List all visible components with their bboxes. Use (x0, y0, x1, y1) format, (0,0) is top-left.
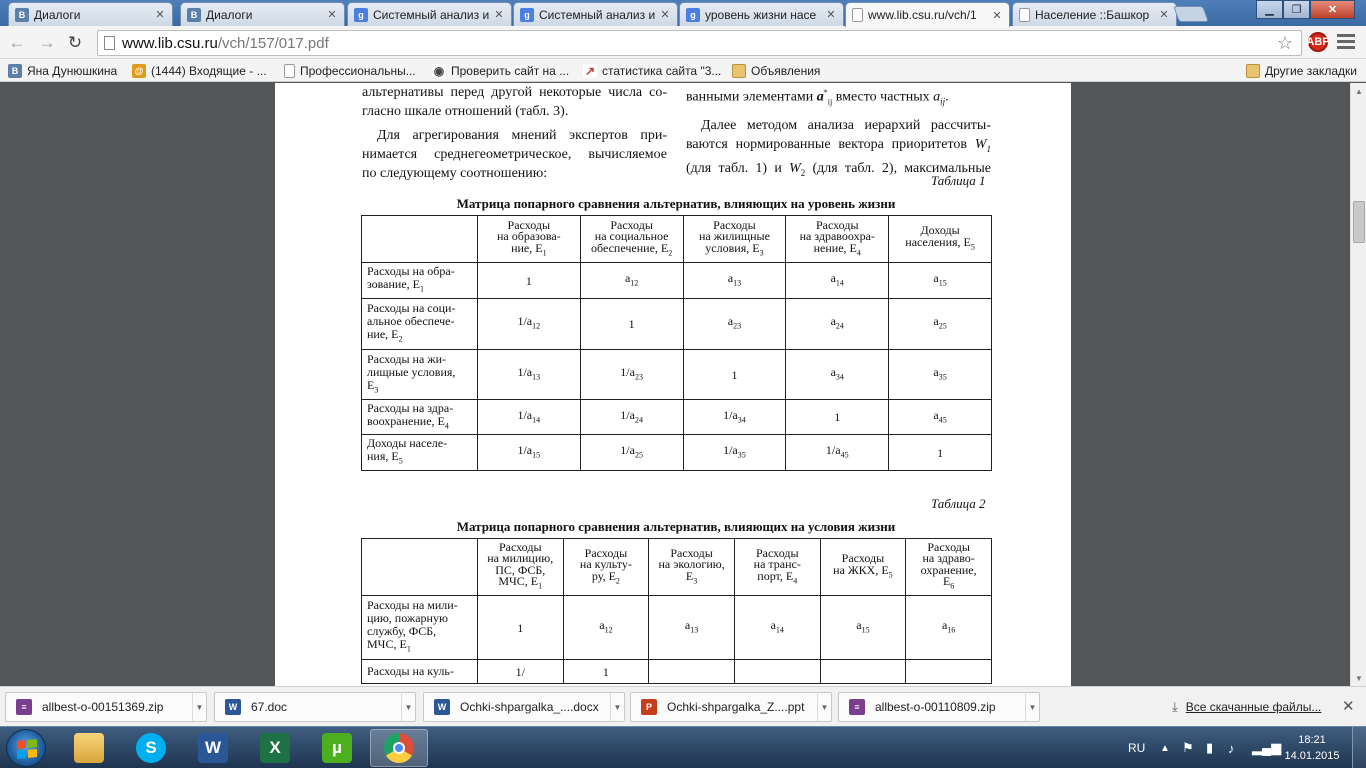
matrix-cell: $1/a_{23}$ (580, 350, 683, 400)
table-row (362, 263, 992, 299)
browser-tab[interactable] (679, 2, 844, 26)
text-line: Далее методом анализа иерархий рассчиты- (701, 118, 991, 134)
column-header: Расходы на здраво- охранение, $Е_6$ (906, 539, 992, 596)
flag-icon[interactable]: ⚑ (1182, 740, 1194, 755)
vertical-scrollbar[interactable] (1350, 83, 1366, 686)
comparison-table-1 (361, 215, 992, 471)
download-item[interactable] (838, 692, 1040, 722)
table-caption: Таблица 2 (931, 496, 986, 511)
row-header: Расходы на куль- (362, 660, 478, 684)
pdf-page (275, 83, 1071, 686)
close-downloads-icon[interactable]: ✕ (1342, 698, 1355, 715)
column-header: Расходы на экологию, $Е_3$ (649, 539, 735, 596)
matrix-cell: $a_{14}$ (786, 263, 889, 299)
matrix-cell: $a_{15}$ (820, 596, 906, 660)
tray-show-hidden-icon[interactable]: ▲ (1160, 742, 1170, 754)
download-menu-icon[interactable]: ▼ (817, 693, 831, 721)
archive-icon: ≡ (16, 699, 32, 715)
bookmark-item[interactable] (583, 62, 721, 79)
text-line: (для табл. 1) и $W_2$ (для табл. 2), максимальные (686, 161, 992, 179)
matrix-cell: $a_{15}$ (889, 263, 992, 299)
matrix-cell: $1/a_{12}$ (477, 299, 580, 350)
page-icon (104, 36, 115, 50)
scroll-down-icon[interactable]: ▼ (1355, 673, 1363, 683)
tab-title: www.lib.csu.ru/vch/1 (868, 8, 977, 22)
table-row (362, 435, 992, 470)
forward-button[interactable]: → (38, 33, 56, 52)
matrix-cell: 1 (477, 263, 580, 299)
taskbar-app-utorrent[interactable] (308, 729, 366, 767)
download-filename: Ochki-shpargalka_Z....ppt (667, 700, 805, 714)
taskbar-app-excel[interactable] (246, 729, 304, 767)
browser-tab[interactable] (180, 2, 345, 26)
bookmark-label: Яна Дунюшкина (27, 63, 118, 78)
google-icon: g (354, 8, 368, 22)
tab-title: Системный анализ и (373, 7, 490, 22)
download-menu-icon[interactable]: ▼ (1025, 693, 1039, 721)
browser-toolbar (0, 26, 1366, 59)
tab-title: Диалоги (206, 7, 253, 22)
taskbar-app-chrome[interactable] (370, 729, 428, 767)
matrix-cell (820, 660, 906, 684)
column-header: Расходы на милицию, ПС, ФСБ, МЧС, $Е_1$ (477, 539, 563, 596)
corner-cell (362, 539, 478, 596)
reload-button[interactable]: ↻ (67, 33, 83, 52)
scrollbar-thumb[interactable] (1353, 201, 1365, 243)
table-title: Матрица попарного сравнения альтернатив, влияющих на условия жизни (456, 519, 896, 534)
matrix-cell: 1 (477, 596, 563, 660)
clock-time: 18:21 (1298, 734, 1326, 746)
bookmark-label: статистика сайта "3... (602, 63, 722, 78)
word-icon: W (434, 699, 450, 715)
matrix-cell: 1 (563, 660, 649, 684)
matrix-cell: $a_{12}$ (580, 263, 683, 299)
download-menu-icon[interactable]: ▼ (610, 693, 624, 721)
bookmark-label: Профессиональны... (300, 63, 416, 78)
tab-close-icon[interactable]: ✕ (992, 9, 1002, 22)
adblock-icon[interactable]: ABP (1308, 32, 1328, 52)
tab-title: уровень жизни насе (705, 7, 817, 22)
folder-icon (732, 64, 746, 78)
column-header: Расходы на образова- ние, $Е_1$ (477, 216, 580, 263)
eye-icon: ◉ (433, 63, 445, 78)
table-row (362, 596, 992, 660)
address-path: /vch/157/017.pdf (217, 34, 329, 52)
left-column (362, 83, 667, 183)
matrix-cell: $a_{35}$ (889, 350, 992, 400)
browser-tab[interactable] (845, 2, 1010, 27)
download-item[interactable] (5, 692, 207, 722)
download-filename: 67.doc (251, 700, 288, 714)
vk-icon: B (8, 64, 22, 78)
skype-icon: S (136, 733, 166, 763)
tab-title: Население ::Башкор (1035, 7, 1150, 22)
matrix-cell: $a_{24}$ (786, 299, 889, 350)
utorrent-icon: µ (322, 733, 352, 763)
column-header: Расходы на жилищные условия, $Е_3$ (683, 216, 786, 263)
page-icon (1019, 8, 1030, 22)
bookmark-item[interactable] (8, 62, 117, 79)
vk-icon: B (15, 8, 29, 22)
excel-icon: X (260, 733, 290, 763)
stats-icon: ↗ (584, 63, 596, 78)
language-indicator[interactable]: RU (1128, 741, 1146, 755)
tab-title: Диалоги (34, 7, 81, 22)
bookmark-label: (1444) Входящие - ... (151, 63, 267, 78)
folder-icon (1246, 64, 1260, 78)
taskbar-app-explorer[interactable] (60, 729, 118, 767)
tab-close-icon[interactable]: ✕ (826, 9, 836, 21)
matrix-cell: $a_{16}$ (906, 596, 992, 660)
minimize-button[interactable]: ▁ (1256, 0, 1283, 19)
download-item[interactable] (423, 692, 625, 722)
table-row (362, 299, 992, 350)
network-icon[interactable]: ▂▄▆ (1252, 740, 1282, 755)
table-caption: Таблица 1 (931, 173, 986, 188)
matrix-cell: $a_{34}$ (786, 350, 889, 400)
bookmark-label: Другие закладки (1265, 63, 1357, 78)
row-header: Расходы на здра- воохранение, $Е_4$ (362, 400, 478, 435)
matrix-cell: $1/a_{24}$ (580, 400, 683, 435)
matrix-cell: $a_{25}$ (889, 299, 992, 350)
matrix-cell: 1 (786, 400, 889, 435)
matrix-cell: 1 (580, 299, 683, 350)
matrix-cell: $1/a_{13}$ (477, 350, 580, 400)
table-title: Матрица попарного сравнения альтернатив, влияющих на уровень жизни (456, 196, 896, 211)
row-header: Расходы на обра- зование, $Е_1$ (362, 263, 478, 299)
bookmark-label: Проверить сайт на ... (451, 63, 570, 78)
back-button[interactable]: ← (8, 33, 26, 52)
matrix-cell: $a_{13}$ (649, 596, 735, 660)
maximize-button[interactable]: ❐ (1283, 0, 1310, 19)
matrix-cell: 1 (683, 350, 786, 400)
folder-icon (74, 733, 104, 763)
download-filename: allbest-o-00151369.zip (42, 700, 164, 714)
start-button[interactable] (6, 729, 46, 767)
download-filename: allbest-o-00110809.zip (875, 700, 996, 714)
table-header-row (362, 539, 992, 596)
matrix-cell: $a_{23}$ (683, 299, 786, 350)
table-header-row (362, 216, 992, 263)
browser-tab[interactable] (513, 2, 678, 26)
text-line: гласно шкале отношений (табл. 3). (362, 104, 569, 119)
show-desktop-button[interactable] (1352, 727, 1366, 768)
row-header: Расходы на жи- лищные условия, $Е_3$ (362, 350, 478, 400)
column-header: Расходы на транс- порт, $Е_4$ (734, 539, 820, 596)
tab-strip (0, 0, 1366, 26)
window-controls (1256, 0, 1355, 19)
new-tab-button[interactable] (1173, 6, 1209, 22)
page-icon (852, 8, 863, 22)
matrix-cell (649, 660, 735, 684)
matrix-cell: $1/a_{45}$ (786, 435, 889, 470)
table-row (362, 660, 992, 684)
taskbar-app-skype[interactable] (122, 729, 180, 767)
all-downloads-label: Все скачанные файлы... (1185, 700, 1322, 714)
matrix-cell: $1/a_{14}$ (477, 400, 580, 435)
clock[interactable] (1282, 732, 1342, 764)
matrix-cell (906, 660, 992, 684)
text-line: нимается среднегеометрическое, вычисляемое (362, 147, 667, 162)
downloads-bar (0, 686, 1366, 726)
vk-icon: B (187, 8, 201, 22)
matrix-cell (734, 660, 820, 684)
bookmark-item[interactable] (132, 62, 267, 79)
matrix-cell: $a_{13}$ (683, 263, 786, 299)
download-filename: Ochki-shpargalka_....docx (460, 700, 599, 714)
text-line: ваются нормированные вектора приоритетов $W_1$ (686, 137, 992, 155)
matrix-cell: $1/a_{25}$ (580, 435, 683, 470)
bookmark-star-icon[interactable]: ☆ (1276, 33, 1293, 53)
download-menu-icon[interactable]: ▼ (401, 693, 415, 721)
text-fragment: (для табл. 1) и (686, 161, 782, 177)
column-header: Расходы на культу- ру, $Е_2$ (563, 539, 649, 596)
address-host: www.lib.csu.ru (122, 34, 218, 52)
battery-icon[interactable]: ▮ (1206, 740, 1214, 755)
text-line: по следующему соотношению: (362, 166, 548, 181)
matrix-cell: $1/a_{35}$ (683, 435, 786, 470)
pdf-viewer (0, 83, 1350, 686)
taskbar-app-word[interactable] (184, 729, 242, 767)
tab-title: Системный анализ и (539, 7, 656, 22)
scroll-up-icon[interactable]: ▲ (1355, 86, 1363, 96)
matrix-cell: $a_{14}$ (734, 596, 820, 660)
close-window-button[interactable]: ✕ (1310, 0, 1355, 19)
text-line: альтернативы перед другой некоторые числа со- (362, 85, 667, 100)
matrix-cell: $a_{45}$ (889, 400, 992, 435)
all-downloads-link[interactable] (1172, 699, 1321, 715)
tab-close-icon[interactable]: ✕ (494, 9, 504, 21)
bookmark-other[interactable] (1246, 62, 1357, 79)
page-icon (284, 64, 295, 78)
matrix-cell: 1 (889, 435, 992, 470)
right-column (686, 83, 991, 183)
menu-icon[interactable] (1337, 34, 1355, 52)
tab-close-icon[interactable]: ✕ (327, 9, 337, 21)
tab-close-icon[interactable]: ✕ (660, 9, 670, 21)
browser-tab[interactable] (1012, 2, 1177, 26)
matrix-cell: $a_{12}$ (563, 596, 649, 660)
word-icon: W (198, 733, 228, 763)
bookmark-item[interactable] (284, 62, 416, 79)
row-header: Расходы на мили- цию, пожарную службу, ФСБ, МЧС, $Е_1$ (362, 596, 478, 660)
matrix-cell: $1/a_{15}$ (477, 435, 580, 470)
tab-close-icon[interactable]: ✕ (1159, 9, 1169, 21)
powerpoint-icon: P (641, 699, 657, 715)
bookmark-item[interactable] (432, 62, 569, 79)
bookmarks-bar (0, 59, 1366, 82)
table-row (362, 400, 992, 435)
corner-cell (362, 216, 478, 263)
download-menu-icon[interactable]: ▼ (192, 693, 206, 721)
address-bar[interactable] (97, 30, 1302, 56)
taskbar (0, 726, 1366, 768)
download-item[interactable] (214, 692, 416, 722)
matrix-cell: $1/a_{34}$ (683, 400, 786, 435)
text-fragment: W (974, 137, 987, 153)
tab-close-icon[interactable]: ✕ (155, 9, 165, 21)
table-row (362, 350, 992, 400)
chrome-icon (384, 733, 414, 763)
column-header: Расходы на ЖКХ, $Е_5$ (820, 539, 906, 596)
text-fragment: ванными элементами (686, 89, 814, 105)
bookmark-label: Объявления (751, 63, 821, 78)
text-line: ванными элементами $a^*_{ij}$ вместо частных $a_{ij}$. (686, 88, 949, 107)
matrix-cell: 1/ (477, 660, 563, 684)
column-header: Расходы на здравоохра- нение, $Е_4$ (786, 216, 889, 263)
text-fragment: (для табл. 2), максимальные (812, 161, 992, 177)
text-line: Для агрегирования мнений экспертов при- (377, 128, 667, 143)
mail-icon: @ (132, 64, 146, 78)
comparison-table-2 (361, 538, 992, 684)
row-header: Расходы на соци- альное обеспече- ние, $Е_2$ (362, 299, 478, 350)
archive-icon: ≡ (849, 699, 865, 715)
column-header: Доходы населения, $Е_5$ (889, 216, 992, 263)
clock-date: 14.01.2015 (1284, 750, 1340, 762)
text-fragment: вместо частных (835, 89, 930, 105)
bookmark-item[interactable] (732, 62, 820, 79)
windows-logo-icon (17, 739, 37, 759)
text-fragment: ваются нормированные вектора приоритетов (686, 137, 968, 153)
column-header: Расходы на социальное обеспечение, $Е_2$ (580, 216, 683, 263)
row-header: Доходы населе- ния, $Е_5$ (362, 435, 478, 470)
word-icon: W (225, 699, 241, 715)
volume-icon[interactable]: ♪ (1228, 740, 1235, 756)
google-icon: g (520, 8, 534, 22)
browser-tab[interactable] (347, 2, 512, 26)
google-icon: g (686, 8, 700, 22)
browser-tab[interactable] (8, 2, 173, 26)
download-item[interactable] (630, 692, 832, 722)
download-icon: ⤓ (1172, 699, 1178, 714)
